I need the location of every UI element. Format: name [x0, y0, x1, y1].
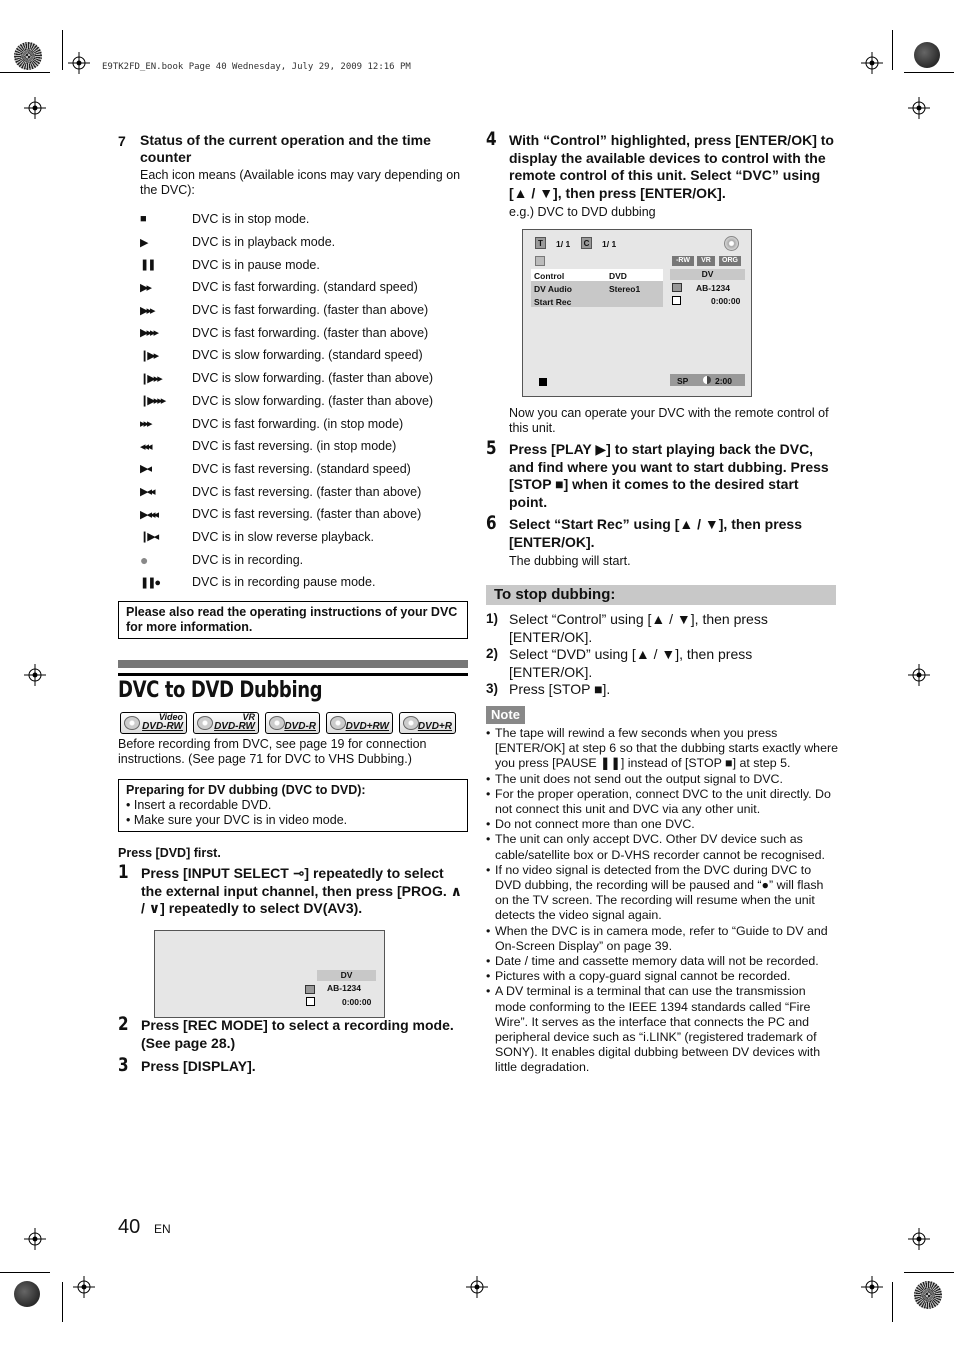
status-icon-description: DVC is slow forwarding. (faster than above)	[192, 393, 434, 408]
status-icon-row	[140, 344, 470, 367]
rec-mode: SP	[677, 376, 689, 386]
disc-icon	[724, 236, 739, 251]
status-icon-row	[140, 435, 470, 458]
disc-type-label: DVD+RW	[345, 721, 389, 732]
status-icon-description: DVC is in pause mode.	[192, 257, 320, 272]
registration-mark-icon	[914, 1281, 942, 1309]
step-number: 5	[486, 437, 497, 459]
crop-line	[892, 1282, 893, 1322]
note-item: • When the DVC is in camera mode, refer to “Guide to DV and On-Screen Display” on page 39.	[486, 924, 838, 954]
dv-label: DV	[701, 269, 714, 279]
step3-text: Press [DISPLAY].	[141, 1058, 256, 1074]
status-icon-description: DVC is fast forwarding. (faster than above)	[192, 303, 429, 318]
registration-mark-icon	[14, 1281, 40, 1307]
menu-item-value: Stereo1	[609, 284, 641, 294]
disc-type-label: DVD+R	[417, 721, 452, 732]
status-icon: ●	[140, 551, 147, 568]
registration-mark-icon	[914, 42, 940, 68]
step4-after: Now you can operate your DVC with the remote control of this unit.	[509, 406, 829, 435]
menu-item-label[interactable]: DV Audio	[534, 284, 572, 294]
status-icon-description: DVC is fast forwarding. (faster than above)	[192, 325, 429, 340]
status-icon-description: DVC is in playback mode.	[192, 235, 336, 250]
page-language: EN	[154, 1222, 171, 1236]
status-icon-row	[140, 208, 470, 231]
disc-icon	[269, 716, 285, 730]
step6-after: The dubbing will start.	[509, 554, 631, 568]
status-icon: ▶	[140, 236, 147, 249]
badge-org: ORG	[719, 256, 741, 266]
disc-icon	[330, 716, 346, 730]
status-icon: ▶◂	[140, 463, 150, 476]
status-icon-row	[140, 526, 470, 549]
status-icon-description: DVC is in slow reverse playback.	[192, 529, 375, 544]
status-icon-row	[140, 253, 470, 276]
status-icon-row	[140, 548, 470, 571]
status-icon: ■	[140, 213, 145, 226]
crop-line	[0, 1272, 50, 1273]
status-icon-row	[140, 299, 470, 322]
crosshair-icon	[861, 52, 883, 74]
note-item: • The unit does not send out the output signal to DVC.	[486, 772, 838, 787]
crop-line	[904, 72, 954, 73]
status-icon: ▶▸▸▸	[140, 327, 158, 340]
dv-label-bar	[670, 269, 745, 280]
step7-title: Status of the current operation and the time counter	[140, 132, 431, 165]
crop-line	[892, 30, 893, 70]
dv-label-bar	[317, 970, 376, 981]
tape-icon	[305, 985, 315, 994]
disc-icon	[197, 716, 213, 730]
stop-dubbing-heading: To stop dubbing:	[486, 585, 836, 605]
step5-text: Press [PLAY ▶] to start playing back the DVC, and find where you want to start dubbing. Press [STOP ■] when it comes to the desired start point.	[509, 441, 829, 510]
status-icon: ❙▶▸	[140, 349, 158, 362]
stop-step-text: Select “DVD” using [▲ / ▼], then press [ENTER/OK].	[509, 646, 753, 680]
note-list	[486, 726, 838, 1076]
status-icon: ▶▸▸	[140, 304, 154, 317]
crosshair-icon	[68, 52, 90, 74]
status-icon-description: DVC is slow forwarding. (faster than above)	[192, 371, 434, 386]
crop-line	[0, 72, 50, 73]
disc-icon	[403, 716, 419, 730]
crosshair-icon	[73, 1276, 95, 1298]
note-item: • If no video signal is detected from the DVC during DVC to DVD dubbing, the recording will be paused and “●” will flash on the TV screen. The recording will resume when the unit detects the video signal again.	[486, 863, 838, 924]
badge-vr: VR	[697, 256, 715, 266]
status-icon-row	[140, 276, 470, 299]
status-icon: ❙▶▸▸	[140, 372, 161, 385]
note-item: • Pictures with a copy-guard signal cannot be recorded.	[486, 969, 838, 984]
step6-text: Select “Start Rec” using [▲ / ▼], then press [ENTER/OK].	[509, 516, 803, 550]
tape-id: AB-1234	[327, 983, 362, 993]
status-icon-description: DVC is fast forwarding. (in stop mode)	[192, 416, 404, 431]
disc-type-badge	[193, 712, 259, 734]
status-icon: ▶◂◂	[140, 486, 154, 499]
disc-type-label: DVD-RW	[142, 721, 183, 732]
status-icon-row	[140, 412, 470, 435]
crosshair-icon	[466, 1276, 488, 1298]
step7-number: 7	[118, 133, 126, 149]
remaining-time: 2:00	[715, 376, 733, 386]
disc-type-label: DVD-RW	[214, 721, 255, 732]
status-icon-description: DVC is fast reversing. (standard speed)	[192, 461, 411, 476]
status-icon-description: DVC is fast reversing. (faster than above)	[192, 507, 422, 522]
status-icon-description: DVC is in recording pause mode.	[192, 575, 376, 590]
step7-description: Each icon means (Available icons may vary depending on the DVC):	[140, 168, 461, 197]
disc-type-badge	[265, 712, 320, 734]
press-dvd-first: Press [DVD] first.	[118, 846, 221, 860]
title-icon: T	[535, 237, 546, 249]
badge-rw: -RW	[672, 256, 694, 266]
menu-item-label[interactable]: Start Rec	[534, 297, 572, 307]
step-number: 2	[118, 1013, 129, 1035]
tape-id: AB-1234	[696, 283, 731, 293]
status-icon-row	[140, 367, 470, 390]
status-icon-description: DVC is fast forwarding. (standard speed)	[192, 280, 418, 295]
stop-step-number: 1)	[486, 611, 499, 626]
crosshair-icon	[908, 1228, 930, 1250]
checkbox-icon	[306, 997, 315, 1006]
status-icon-row	[140, 458, 470, 481]
status-icon: ❙▶▸▸▸	[140, 395, 165, 408]
crosshair-icon	[24, 97, 46, 119]
read-instructions-text: Please also read the operating instructions of your DVC for more information.	[126, 605, 458, 634]
step1-text: Press [INPUT SELECT ⊸] repeatedly to select the external input channel, then press [PROG. ∧ / ∨] repeatedly to select DV(AV3).	[141, 865, 462, 916]
status-icon: ▶▸	[140, 281, 150, 294]
note-item: • Date / time and cassette memory data will not be recorded.	[486, 954, 838, 969]
step4-text: With “Control” highlighted, press [ENTER/OK] to display the available devices to control with the remote control of this unit. Select “DVC” using [▲ / ▼], then press [ENTER/OK].	[509, 132, 834, 201]
note-item: • A DV terminal is a terminal that can use the transmission mode conforming to the IEEE 1394 standards called “Fire Wire”. It serves as the interface that connects the PC and peripheral device such as “i.LINK” (registered trademark of SONY). It enables digital dubbing between DV devices with little degradation.	[486, 984, 838, 1075]
note-item: • For the proper operation, connect DVC to the unit directly. Do not connect this unit and DVC via any other unit.	[486, 787, 838, 817]
tv-screen-2	[522, 229, 752, 397]
disc-type-badge	[120, 712, 187, 734]
dv-label: DV	[340, 970, 353, 980]
disc-format-label: VR	[242, 712, 255, 722]
intro-text: Before recording from DVC, see page 19 for connection instructions. (See page 71 for DVC to VHS Dubbing.)	[118, 737, 427, 766]
stop-step-text: Select “Control” using [▲ / ▼], then press [ENTER/OK].	[509, 611, 768, 645]
crosshair-icon	[908, 97, 930, 119]
status-icon-description: DVC is fast reversing. (in stop mode)	[192, 439, 397, 454]
menu-item-value: DVD	[609, 271, 627, 281]
crosshair-icon	[24, 1228, 46, 1250]
section-title: DVC to DVD Dubbing	[118, 678, 323, 703]
crop-line	[62, 30, 63, 70]
step-number: 3	[118, 1054, 129, 1076]
time-counter: 0:00:00	[342, 997, 372, 1007]
step-number: 4	[486, 128, 497, 150]
note-item: • The unit can only accept DVC. Other DV device such as cable/satellite box or D-VHS recorder cannot be recognised.	[486, 832, 838, 862]
step-number: 1	[118, 861, 129, 883]
prep-title: Preparing for DV dubbing (DVC to DVD):	[126, 783, 366, 797]
status-icon-row	[140, 571, 470, 594]
prep-box	[118, 779, 468, 832]
status-icon-list	[140, 208, 470, 594]
status-icon: ❚❚●	[140, 576, 160, 589]
crosshair-icon	[24, 664, 46, 686]
status-icon-description: DVC is fast reversing. (faster than above)	[192, 484, 422, 499]
stop-step-number: 3)	[486, 681, 499, 696]
tape-icon	[672, 283, 682, 292]
note-label: Note	[486, 706, 525, 724]
menu-icon	[535, 256, 545, 266]
page-number: 40	[118, 1216, 141, 1238]
status-icon: ❚❚	[140, 259, 155, 272]
disc-type-badge	[399, 712, 456, 734]
status-icon: ▸▸▸	[140, 418, 151, 431]
status-icon-row	[140, 503, 470, 526]
chapter-counter: 1/ 1	[602, 239, 617, 249]
stop-step-number: 2)	[486, 646, 499, 661]
status-icon-description: DVC is in stop mode.	[192, 212, 310, 227]
read-instructions-box	[118, 601, 468, 639]
status-icon-row	[140, 321, 470, 344]
stop-icon	[539, 378, 547, 386]
menu-item-label[interactable]: Control	[534, 271, 565, 281]
status-icon-description: DVC is in recording.	[192, 552, 304, 567]
status-icon-description: DVC is slow forwarding. (standard speed)	[192, 348, 423, 363]
crop-line	[62, 1282, 63, 1322]
status-icon: ❙▶◂	[140, 531, 158, 544]
status-icon-row	[140, 390, 470, 413]
prep-item: • Insert a recordable DVD.	[126, 798, 272, 812]
step2-text: Press [REC MODE] to select a recording mode. (See page 28.)	[141, 1017, 454, 1051]
section-rule	[118, 660, 468, 668]
disc-icon	[124, 716, 140, 730]
print-header: E9TK2FD_EN.book Page 40 Wednesday, July 29, 2009 12:16 PM	[102, 62, 411, 72]
crop-line	[904, 1272, 954, 1273]
status-icon-row	[140, 480, 470, 503]
time-counter: 0:00:00	[711, 296, 741, 306]
checkbox-icon	[672, 296, 681, 305]
disc-format-label: Video	[158, 712, 183, 722]
registration-mark-icon	[14, 42, 42, 70]
crosshair-icon	[908, 664, 930, 686]
step4-example: e.g.) DVC to DVD dubbing	[509, 205, 656, 219]
title-counter: 1/ 1	[556, 239, 571, 249]
note-item: • Do not connect more than one DVC.	[486, 817, 838, 832]
section-rule	[118, 673, 468, 676]
status-icon-row	[140, 231, 470, 254]
disc-type-badge	[326, 712, 393, 734]
stop-step-text: Press [STOP ■].	[509, 681, 611, 697]
note-item: • The tape will rewind a few seconds when you press [ENTER/OK] at step 6 so that the dubbing starts exactly where you press [PAUSE ❚❚] instead of [STOP ■] at step 5.	[486, 726, 838, 772]
remaining-icon	[703, 376, 711, 384]
step-number: 6	[486, 512, 497, 534]
status-icon: ◂◂◂	[140, 440, 151, 453]
status-icon: ▶◂◂◂	[140, 508, 158, 521]
prep-item: • Make sure your DVC is in video mode.	[126, 813, 348, 827]
chapter-icon: C	[581, 237, 592, 249]
disc-type-label: DVD-R	[284, 721, 316, 732]
tv-screen-1	[154, 930, 385, 1018]
crosshair-icon	[861, 1276, 883, 1298]
